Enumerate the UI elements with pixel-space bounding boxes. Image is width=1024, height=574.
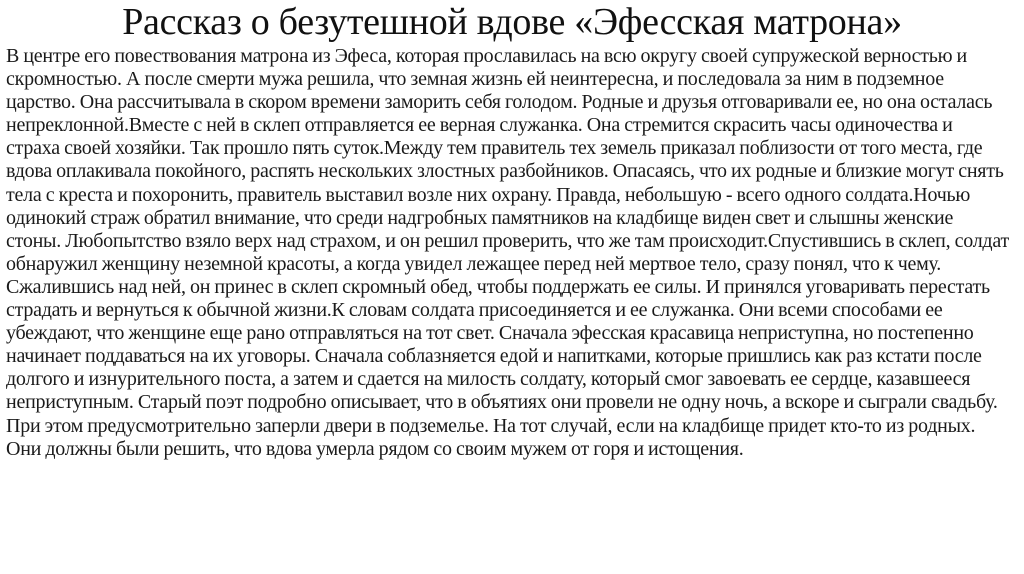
- slide-body-text: В центре его повествования матрона из Эфеса, которая прославилась на всю округу своей супружеской верностью и скромностью. А после смерти мужа решила, что земная жизнь ей неинтересна, и последовала за ним в подземное царство. Она рассчитывала в скором времени заморить себя голодом. Родные и друзья отговаривали ее, но она осталась непреклонной.Вместе с ней в склеп отправляется ее верная служанка. Она стремится скрасить часы одиночества и страха своей хозяйки. Так прошло пять суток.Между тем правитель тех земель приказал поблизости от того места, где вдова оплакивала покойного, распять нескольких злостных разбойников. Опасаясь, что их родные и близкие могут снять тела с креста и похоронить, правитель выставил возле них охрану. Правда, небольшую - всего одного солдата.Ночью одинокий страж обратил внимание, что среди надгробных памятников на кладбище виден свет и слышны женские стоны. Любопытство взяло верх над страхом, и он решил проверить, что же там происходит.Спустившись в склеп, солдат обнаружил женщину неземной красоты, а когда увидел лежащее перед ней мертвое тело, сразу понял, что к чему. Сжалившись над ней, он принес в склеп скромный обед, чтобы поддержать ее силы. И принялся уговаривать перестать страдать и вернуться к обычной жизни.К словам солдата присоединяется и ее служанка. Они всеми способами ее убеждают, что женщине еще рано отправляться на тот свет. Сначала эфесская красавица неприступна, но постепенно начинает поддаваться на их уговоры. Сначала соблазняется едой и напитками, которые пришлись как раз кстати после долгого и изнурительного поста, а затем и сдается на милость солдату, который смог завоевать ее сердце, казавшееся неприступным. Старый поэт подробно описывает, что в объятиях они провели не одну ночь, а вскоре и сыграли свадьбу. При этом предусмотрительно заперли двери в подземелье. На тот случай, если на кладбище придет кто-то из родных. Они должны были решить, что вдова умерла рядом со своим мужем от горя и истощения.: [6, 45, 1009, 460]
- slide-title: Рассказ о безутешной вдове «Эфесская матрона»: [122, 1, 902, 43]
